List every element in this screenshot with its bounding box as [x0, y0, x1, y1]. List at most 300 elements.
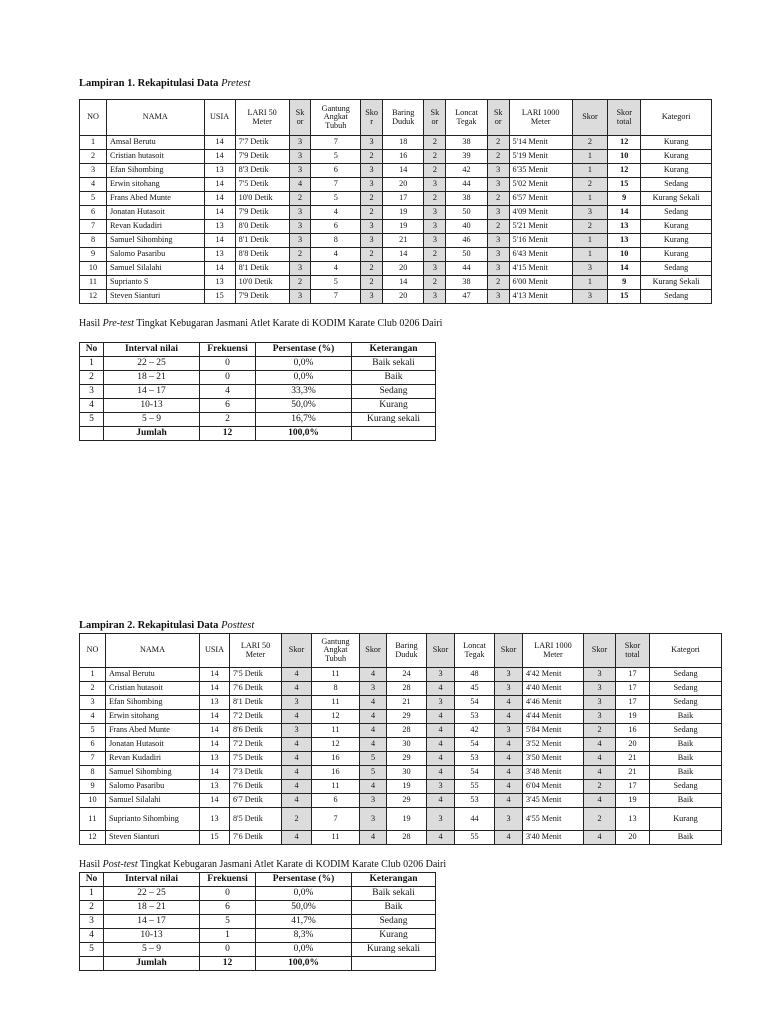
table-cell: 12	[608, 136, 641, 150]
table-cell: 9	[80, 780, 106, 794]
table-cell: 7'6 Detik	[230, 780, 282, 794]
table-cell: Sedang	[650, 780, 722, 794]
table-row	[80, 262, 712, 276]
table-cell: 3	[572, 290, 607, 304]
table-cell: 5	[360, 752, 387, 766]
table-cell: 29	[387, 794, 427, 808]
table-cell: 3	[289, 290, 311, 304]
table-row	[80, 371, 436, 385]
table-cell: 5'02 Menit	[509, 178, 572, 192]
table-cell: 6	[80, 738, 106, 752]
table-cell: 53	[455, 710, 495, 724]
table-cell: 3	[361, 136, 383, 150]
table-cell: 7	[311, 290, 361, 304]
table-cell: 8	[312, 682, 360, 696]
table-cell: Baik sekali	[352, 357, 436, 371]
table-cell: Kurang sekali	[352, 943, 436, 957]
table-cell: 7'2 Detik	[230, 738, 282, 752]
table-cell: 1	[80, 668, 106, 682]
table-cell: 45	[455, 682, 495, 696]
table-cell: 6	[80, 206, 107, 220]
table-cell: Sedang	[641, 178, 712, 192]
table-cell: 5'21 Menit	[509, 220, 572, 234]
table-row	[80, 794, 722, 808]
table-cell: 1	[80, 887, 104, 901]
table-cell: 5	[200, 915, 256, 929]
table-cell: 14	[200, 668, 230, 682]
table-cell: 17	[616, 780, 650, 794]
table-cell: 5	[80, 413, 104, 427]
table-cell: 2	[487, 220, 509, 234]
table-cell: 13	[204, 164, 235, 178]
table-cell: 3	[487, 262, 509, 276]
table-row	[80, 724, 722, 738]
table-cell: 1	[80, 357, 104, 371]
column-header: Frekuensi	[200, 873, 256, 887]
table-cell: 3	[424, 206, 446, 220]
column-header: Skor	[584, 634, 616, 668]
posttest-frequency-table	[79, 872, 436, 971]
table-cell: 55	[455, 780, 495, 794]
table-cell: 2	[487, 276, 509, 290]
table-cell: 2	[361, 150, 383, 164]
posttest-recap-table	[79, 633, 722, 845]
table-cell: 7	[312, 808, 360, 831]
table-row	[80, 696, 722, 710]
table-cell: Sedang	[352, 385, 436, 399]
table-row	[80, 668, 722, 682]
posttest-frequency-header-row	[80, 873, 436, 887]
column-header: Skor total	[616, 634, 650, 668]
table-cell: Baik	[650, 738, 722, 752]
table-cell: 4'55 Menit	[523, 808, 584, 831]
table-cell: 4	[311, 248, 361, 262]
table-cell: 0,0%	[256, 371, 352, 385]
table-cell: 8	[80, 766, 106, 780]
table-cell: Kurang	[641, 220, 712, 234]
table-cell: 5	[311, 150, 361, 164]
table-cell: 7	[311, 136, 361, 150]
column-header: NAMA	[106, 100, 204, 136]
table-row	[80, 150, 712, 164]
table-cell: 7'9 Detik	[235, 290, 289, 304]
table-row	[80, 887, 436, 901]
table-cell: Frans Abed Munte	[106, 192, 204, 206]
table-cell: 3	[495, 724, 523, 738]
table-cell: 4	[282, 794, 312, 808]
table-cell: 3	[572, 206, 607, 220]
table-cell: Baik	[650, 831, 722, 845]
table-cell: Salomo Pasaribu	[106, 248, 204, 262]
pretest-header-row	[80, 100, 712, 136]
table-cell: Erwin sitohang	[106, 178, 204, 192]
table-cell: 5	[311, 192, 361, 206]
column-header: Kategori	[641, 100, 712, 136]
table-cell: Samuel Silalahi	[106, 262, 204, 276]
table-row	[80, 192, 712, 206]
total-row	[80, 957, 436, 971]
table-cell: 4'46 Menit	[523, 696, 584, 710]
table-cell: 55	[455, 831, 495, 845]
table-cell: 3	[80, 385, 104, 399]
table-cell: 3	[427, 808, 455, 831]
table-cell: 12	[80, 831, 106, 845]
table-cell: 6'00 Menit	[509, 276, 572, 290]
table-cell: 50,0%	[256, 901, 352, 915]
table-cell: 46	[446, 234, 488, 248]
table-cell: 2	[584, 808, 616, 831]
table-cell: 13	[616, 808, 650, 831]
table-cell: 9	[608, 276, 641, 290]
table-cell: 4	[282, 710, 312, 724]
table-cell: 16	[382, 150, 424, 164]
table-cell: 6	[200, 901, 256, 915]
table-cell: 5	[80, 943, 104, 957]
table-cell: 9	[80, 248, 107, 262]
table-cell: Revan Kudadiri	[106, 220, 204, 234]
table-cell: 4'15 Menit	[509, 262, 572, 276]
table-cell: 4	[495, 766, 523, 780]
table-cell: 4	[360, 738, 387, 752]
table-cell: 3	[424, 220, 446, 234]
table-cell: 13	[608, 234, 641, 248]
table-cell: 2	[80, 901, 104, 915]
table-cell: 5 – 9	[104, 413, 200, 427]
table-cell: 28	[387, 724, 427, 738]
table-cell: 2	[584, 724, 616, 738]
column-header: Interval nilai	[104, 873, 200, 887]
table-cell: 3'40 Menit	[523, 831, 584, 845]
table-cell: 14	[204, 262, 235, 276]
table-cell: 21	[616, 752, 650, 766]
table-cell: 3	[289, 220, 311, 234]
table-cell: 3	[80, 696, 106, 710]
table-cell: Suprianto S	[106, 276, 204, 290]
table-cell: 15	[608, 290, 641, 304]
table-cell: 0	[200, 371, 256, 385]
table-cell: 3	[584, 668, 616, 682]
table-cell: 10	[80, 794, 106, 808]
table-cell: 7'9 Detik	[235, 206, 289, 220]
table-cell: 3'48 Menit	[523, 766, 584, 780]
table-cell: 0	[200, 357, 256, 371]
table-cell: 3	[80, 164, 107, 178]
table-cell: 4	[427, 710, 455, 724]
table-cell: 14	[204, 178, 235, 192]
table-cell: 14	[382, 248, 424, 262]
table-cell: 2	[424, 276, 446, 290]
table-row	[80, 929, 436, 943]
table-cell: 13	[204, 248, 235, 262]
table-row	[80, 752, 722, 766]
table-cell: 6'7 Detik	[230, 794, 282, 808]
table-cell: 4	[427, 794, 455, 808]
column-header: Loncat Tegak	[455, 634, 495, 668]
table-cell: Baik	[650, 710, 722, 724]
table-cell: 53	[455, 752, 495, 766]
table-cell: 3	[289, 164, 311, 178]
table-cell: 8'0 Detik	[235, 220, 289, 234]
table-row	[80, 413, 436, 427]
table-cell: 3	[495, 808, 523, 831]
table-cell: 6'43 Menit	[509, 248, 572, 262]
table-cell: Samuel Sihombing	[106, 234, 204, 248]
table-cell: 7'5 Detik	[235, 178, 289, 192]
table-cell: 22 – 25	[104, 887, 200, 901]
total-cell	[352, 957, 436, 971]
total-cell	[352, 427, 436, 441]
table-cell: Kurang sekali	[352, 413, 436, 427]
table-cell: 3	[361, 178, 383, 192]
table-cell: 14	[204, 150, 235, 164]
column-header: Baring Duduk	[387, 634, 427, 668]
table-cell: 19	[616, 794, 650, 808]
column-header: NO	[80, 634, 106, 668]
table-cell: Kurang	[641, 136, 712, 150]
table-row	[80, 164, 712, 178]
table-cell: 3	[495, 668, 523, 682]
table-cell: 4	[360, 710, 387, 724]
table-cell: 3	[584, 710, 616, 724]
table-cell: 4	[360, 831, 387, 845]
table-cell: 4	[495, 831, 523, 845]
column-header: Sk or	[424, 100, 446, 136]
table-cell: 8,3%	[256, 929, 352, 943]
table-cell: 11	[80, 276, 107, 290]
column-header: Sk or	[289, 100, 311, 136]
table-cell: 7'6 Detik	[230, 831, 282, 845]
table-cell: 2	[424, 248, 446, 262]
total-cell	[80, 957, 104, 971]
column-header: NO	[80, 100, 107, 136]
table-cell: 7	[80, 752, 106, 766]
table-cell: 10-13	[104, 399, 200, 413]
table-cell: 12	[80, 290, 107, 304]
table-cell: Baik	[650, 752, 722, 766]
table-cell: 7'6 Detik	[230, 682, 282, 696]
table-cell: 1	[572, 234, 607, 248]
table-cell: Samuel Sihombing	[106, 766, 200, 780]
table-cell: 4	[311, 206, 361, 220]
table-cell: 10'0 Detik	[235, 276, 289, 290]
table-cell: 3	[361, 164, 383, 178]
table-cell: 2	[487, 192, 509, 206]
table-cell: 3	[282, 724, 312, 738]
table-cell: Baik	[352, 901, 436, 915]
column-header: Skor	[427, 634, 455, 668]
table-cell: 3	[572, 262, 607, 276]
table-cell: 4'09 Menit	[509, 206, 572, 220]
table-cell: 13	[608, 220, 641, 234]
table-cell: 42	[455, 724, 495, 738]
table-cell: 20	[382, 178, 424, 192]
table-cell: Salomo Pasaribu	[106, 780, 200, 794]
table-cell: 3	[361, 234, 383, 248]
table-cell: 14	[382, 276, 424, 290]
table-cell: 10	[80, 262, 107, 276]
table-cell: 7'9 Detik	[235, 150, 289, 164]
table-cell: 4	[282, 780, 312, 794]
table-cell: 50	[446, 248, 488, 262]
table-cell: Cristian hutasoit	[106, 682, 200, 696]
table-cell: 28	[387, 682, 427, 696]
column-header: Skor	[495, 634, 523, 668]
table-cell: 54	[455, 738, 495, 752]
table-cell: 5'16 Menit	[509, 234, 572, 248]
table-cell: 44	[455, 808, 495, 831]
table-cell: 40	[446, 220, 488, 234]
table-cell: 7'3 Detik	[230, 766, 282, 780]
table-cell: 3	[495, 682, 523, 696]
table-cell: 3	[584, 682, 616, 696]
table-cell: 50,0%	[256, 399, 352, 413]
column-header: Skor	[572, 100, 607, 136]
table-cell: 3	[584, 696, 616, 710]
table-cell: 18 – 21	[104, 371, 200, 385]
table-cell: 19	[387, 780, 427, 794]
table-cell: 2	[572, 136, 607, 150]
table-cell: 17	[616, 668, 650, 682]
table-cell: 4	[360, 780, 387, 794]
table-cell: 12	[608, 164, 641, 178]
table-cell: Frans Abed Munte	[106, 724, 200, 738]
table-cell: 2	[424, 192, 446, 206]
table-cell: Steven Sianturi	[106, 831, 200, 845]
table-cell: 8'1 Detik	[230, 696, 282, 710]
table-cell: 11	[312, 831, 360, 845]
table-cell: 1	[572, 164, 607, 178]
table-cell: Kurang	[352, 929, 436, 943]
table-cell: 4	[495, 752, 523, 766]
table-cell: 3'52 Menit	[523, 738, 584, 752]
table-cell: 4	[427, 682, 455, 696]
table-cell: 18	[382, 136, 424, 150]
table-cell: Sedang	[641, 262, 712, 276]
table-cell: 9	[608, 192, 641, 206]
table-cell: 3	[289, 136, 311, 150]
table-cell: 4	[80, 399, 104, 413]
table-cell: Amsal Berutu	[106, 668, 200, 682]
table-cell: 5'84 Menit	[523, 724, 584, 738]
table-cell: 4	[200, 385, 256, 399]
table-cell: 5'14 Menit	[509, 136, 572, 150]
table-cell: 4	[282, 668, 312, 682]
table-cell: 3'50 Menit	[523, 752, 584, 766]
column-header: Interval nilai	[104, 343, 200, 357]
table-cell: 14	[204, 136, 235, 150]
table-cell: 1	[200, 929, 256, 943]
table-cell: 5	[80, 192, 107, 206]
total-cell: Jumlah	[104, 427, 200, 441]
table-cell: 11	[312, 724, 360, 738]
table-cell: Kurang Sekali	[641, 276, 712, 290]
table-cell: 2	[200, 413, 256, 427]
table-cell: 2	[80, 150, 107, 164]
column-header: Skor	[360, 634, 387, 668]
table-cell: 4	[584, 794, 616, 808]
table-cell: 4	[584, 766, 616, 780]
table-cell: 19	[382, 206, 424, 220]
table-row	[80, 357, 436, 371]
column-header: USIA	[200, 634, 230, 668]
table-cell: 2	[80, 371, 104, 385]
table-cell: 15	[608, 178, 641, 192]
table-row	[80, 710, 722, 724]
table-cell: 7'7 Detik	[235, 136, 289, 150]
table-cell: 7'5 Detik	[230, 668, 282, 682]
table-cell: 7	[311, 178, 361, 192]
column-header: Sko r	[361, 100, 383, 136]
table-cell: 0,0%	[256, 357, 352, 371]
table-cell: 1	[572, 192, 607, 206]
table-cell: 17	[616, 682, 650, 696]
table-cell: 8'8 Detik	[235, 248, 289, 262]
table-cell: 3	[487, 248, 509, 262]
posttest-header-row	[80, 634, 722, 668]
column-header: Skor total	[608, 100, 641, 136]
table-cell: 24	[387, 668, 427, 682]
table-cell: 2	[282, 808, 312, 831]
table-cell: 3	[487, 206, 509, 220]
column-header: NAMA	[106, 634, 200, 668]
table-cell: 13	[204, 276, 235, 290]
column-header: Frekuensi	[200, 343, 256, 357]
table-cell: Efan Sihombing	[106, 164, 204, 178]
table-cell: 4	[584, 831, 616, 845]
table-cell: 3	[289, 150, 311, 164]
table-cell: 2	[80, 682, 106, 696]
table-cell: Kurang	[641, 234, 712, 248]
column-header: Keterangan	[352, 873, 436, 887]
table-cell: 4	[427, 752, 455, 766]
column-header: Baring Duduk	[382, 100, 424, 136]
table-cell: 1	[572, 248, 607, 262]
table-row	[80, 248, 712, 262]
table-cell: 10	[608, 248, 641, 262]
table-cell: 3	[424, 290, 446, 304]
table-cell: 4	[584, 738, 616, 752]
table-cell: 4	[360, 696, 387, 710]
table-cell: Sedang	[641, 290, 712, 304]
table-cell: Baik sekali	[352, 887, 436, 901]
table-cell: Jonatan Hutasoit	[106, 206, 204, 220]
table-cell: 6	[200, 399, 256, 413]
table-cell: Kurang	[641, 248, 712, 262]
table-row	[80, 234, 712, 248]
table-cell: 4	[282, 831, 312, 845]
column-header: USIA	[204, 100, 235, 136]
table-cell: 16	[312, 752, 360, 766]
table-cell: 6	[312, 794, 360, 808]
pretest-caption: Hasil Pre-test Tingkat Kebugaran Jasmani Atlet Karate di KODIM Karate Club 0206 Dairi	[79, 318, 443, 329]
table-cell: 21	[387, 696, 427, 710]
table-row	[80, 808, 722, 831]
table-cell: 14	[200, 710, 230, 724]
table-cell: 11	[312, 780, 360, 794]
table-cell: 4	[495, 780, 523, 794]
table-cell: 4	[427, 724, 455, 738]
table-cell: 3	[487, 234, 509, 248]
table-row	[80, 385, 436, 399]
table-cell: 29	[387, 710, 427, 724]
table-cell: 33,3%	[256, 385, 352, 399]
table-cell: 48	[455, 668, 495, 682]
table-row	[80, 220, 712, 234]
table-cell: 16	[312, 766, 360, 780]
table-row	[80, 831, 722, 845]
column-header: Sk or	[487, 100, 509, 136]
table-cell: Amsal Berutu	[106, 136, 204, 150]
